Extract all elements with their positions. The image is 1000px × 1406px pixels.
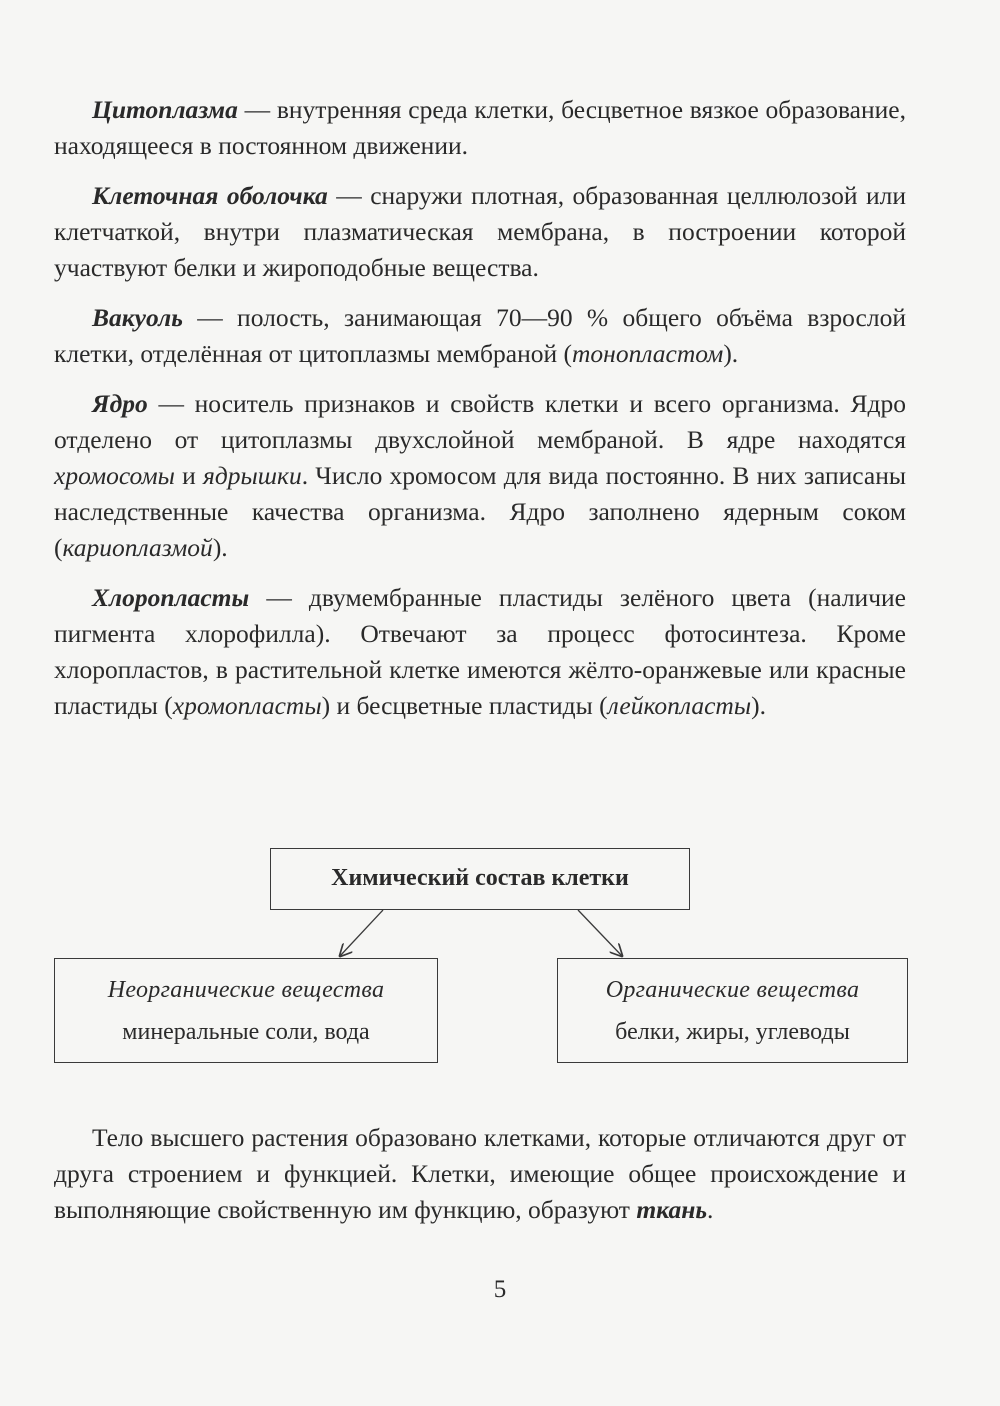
paragraph-tissue xyxy=(54,1120,906,1228)
definition-nucleus-d: ). xyxy=(212,533,228,562)
closing-section xyxy=(54,1120,906,1228)
inorganic-heading: Неорганические вещества xyxy=(107,977,385,1003)
definition-cell-wall: — снаружи плотная, образованная целлюлозой или клетчаткой, внутри плазматическая мембрана, в построении которой участвуют белки и жироподобные вещества. xyxy=(54,181,906,282)
term-chromosomes: хромосомы xyxy=(54,461,175,490)
definition-nucleus-a: — носитель признаков и свойств клетки и всего организма. Ядро отделено от цитоплазмы двухслойной мембраной. В ядре находятся xyxy=(54,389,906,454)
page-number: 5 xyxy=(493,1276,507,1303)
diagram-title-box xyxy=(270,848,690,910)
term-nucleus: Ядро xyxy=(92,389,148,418)
paragraph-cell-wall xyxy=(54,178,906,286)
closing-text: Тело высшего растения образовано клетками, которые отличаются друг от друга строением и функцией. Клетки, имеющие общее происхождение и выполняющие свойственную им функцию, образуют xyxy=(54,1123,906,1224)
definition-chloroplasts-c: ). xyxy=(751,691,766,720)
organic-body: белки, жиры, углеводы xyxy=(615,1019,850,1045)
term-chloroplasts: Хлоропласты xyxy=(92,583,250,612)
arrow-right xyxy=(578,910,622,956)
term-karyoplasm: кариоплазмой xyxy=(62,533,213,562)
inorganic-body: минеральные соли, вода xyxy=(122,1019,370,1045)
organic-box xyxy=(557,958,908,1063)
term-cell-wall: Клеточная оболочка xyxy=(92,181,328,210)
definition-chloroplasts-b: ) и бесцветные пластиды ( xyxy=(321,691,608,720)
term-cytoplasm: Цитоплазма xyxy=(92,95,238,124)
paragraph-nucleus xyxy=(54,386,906,566)
definition-chloroplasts-a: — двумембранные пластиды зелёного цвета (наличие пигмента хлорофилла). Отвечают за процесс фотосинтеза. Кроме хлоропластов, в растительной клетке имеются жёлто-оранжевые или красные пластиды ( xyxy=(54,583,906,720)
definition-vacuole-b: ). xyxy=(723,339,739,368)
definition-nucleus-b: и xyxy=(174,461,203,490)
organic-heading: Органические вещества xyxy=(605,977,860,1003)
definition-nucleus-c: . Число хромосом для вида постоянно. В них записаны наследственные качества организма. Ядро заполнено ядерным соком ( xyxy=(54,461,906,562)
paragraph-chloroplasts xyxy=(54,580,906,724)
term-tonoplast: тонопластом xyxy=(572,339,724,368)
term-vacuole: Вакуоль xyxy=(92,303,183,332)
definition-vacuole-a: — полость, занимающая 70—90 % общего объёма взрослой клетки, отделённая от цитоплазмы мембраной ( xyxy=(54,303,906,368)
inorganic-box xyxy=(54,958,438,1063)
term-chromoplasts: хромопласты xyxy=(172,691,322,720)
definition-cytoplasm: — внутренняя среда клетки, бесцветное вязкое образование, находящееся в постоянном движении. xyxy=(54,95,906,160)
closing-end: . xyxy=(707,1195,714,1224)
term-tissue: ткань xyxy=(636,1195,708,1224)
definitions-section xyxy=(54,92,906,724)
paragraph-vacuole xyxy=(54,300,906,372)
term-nucleoli: ядрышки xyxy=(203,461,302,490)
arrow-left xyxy=(340,910,383,956)
paragraph-cytoplasm xyxy=(54,92,906,164)
diagram-title: Химический состав клетки xyxy=(331,865,629,891)
term-leucoplasts: лейкопласты xyxy=(607,691,752,720)
